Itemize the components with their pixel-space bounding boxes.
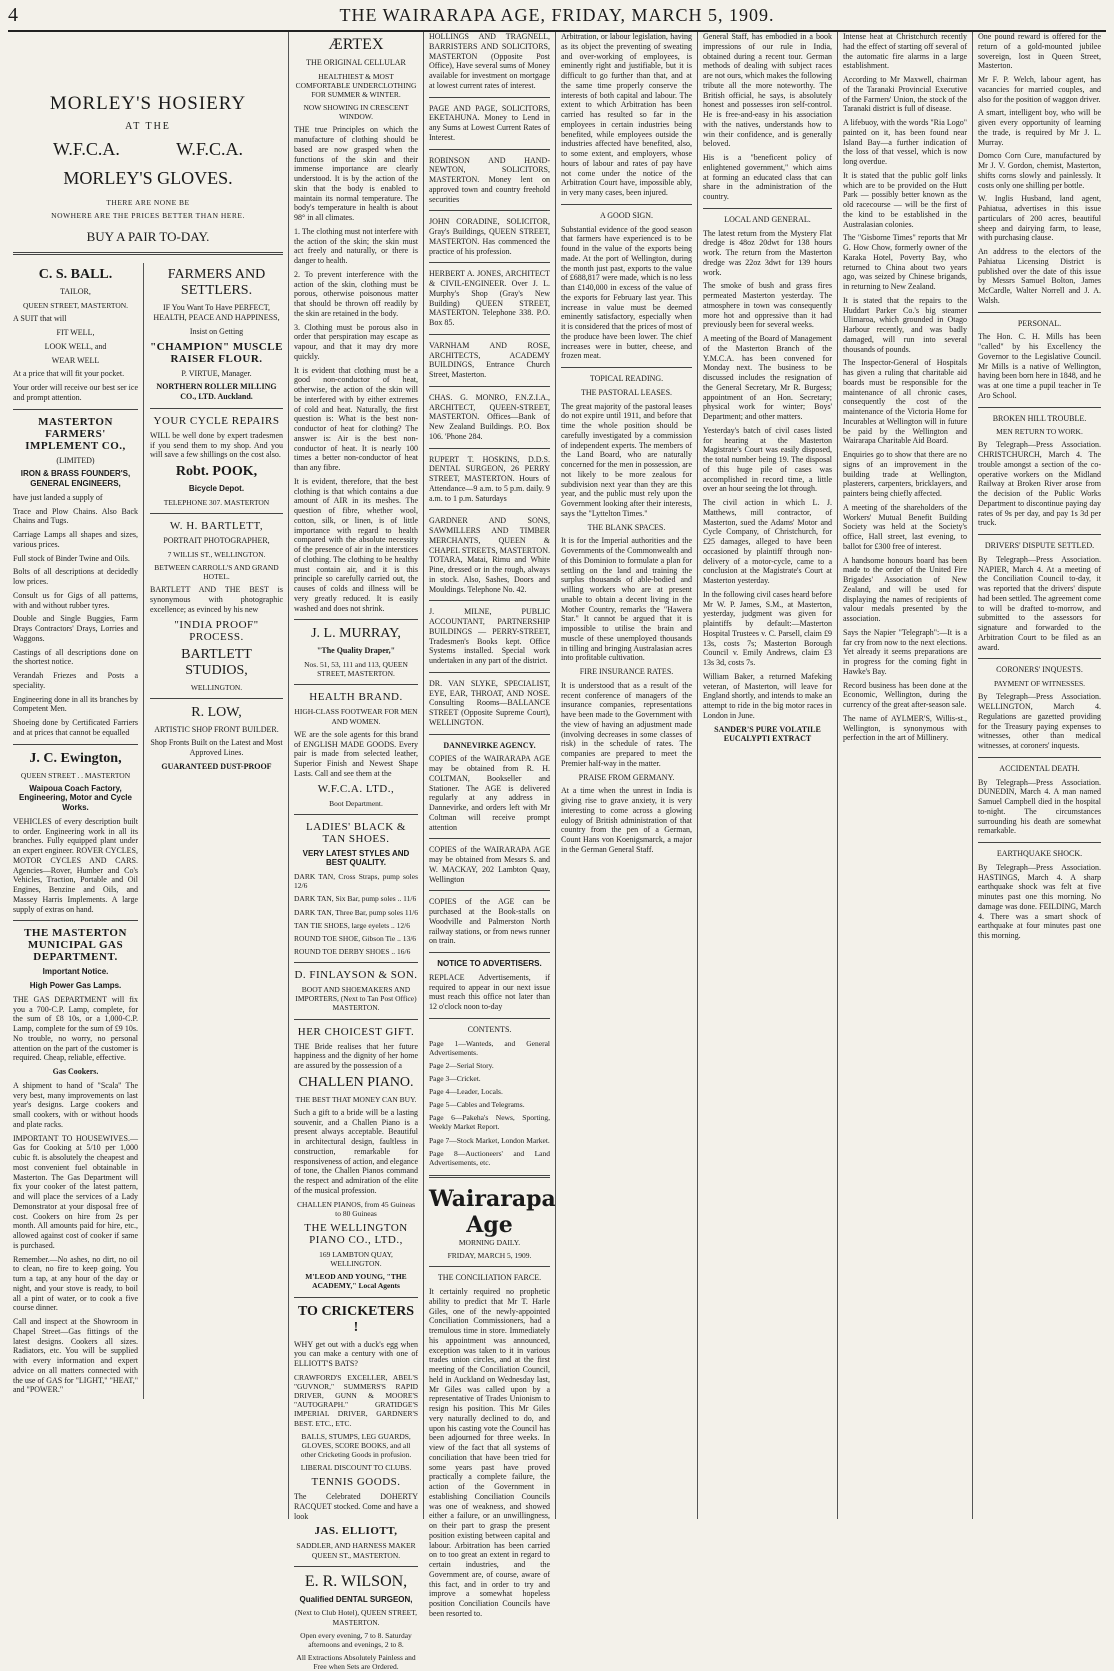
wilson-name: E. R. WILSON, <box>304 1572 408 1590</box>
gardner-ad: GARDNER AND SONS, SAWMILLERS AND TIMBER MERCHANTS, QUEEN & CHAPEL STREETS, MASTERTON. TOTARA, Matai, Rimu and White Pine, dressed or in the rough, always in stock. Also, Sashes, Doors and Mouldings. Telephone No. 42. <box>429 516 550 594</box>
hoskins-ad: RUPERT T. HOSKINS, D.D.S. DENTAL SURGEON, 26 PERRY STREET, MASTERTON. Hours of Attendance—9 a.m. to 5 p.m. daily. 9 a.m. to 1 p.m. Saturdays <box>429 454 550 503</box>
divider <box>978 407 1101 408</box>
elliott-discount: LIBERAL DISCOUNT TO CLUBS. <box>300 1463 412 1473</box>
col6-p5: The "Gisborne Times" reports that Mr G. How Chow, formerly owner of the Karaka Hotel, Poverty Bay, who returned to China about two years ago, was seized by Chinese brigands, in returning to New Zealand. <box>843 233 967 291</box>
tennis-title: TENNIS GOODS. <box>311 1476 401 1489</box>
low-guarantee: GUARANTEED DUST-PROOF <box>161 761 272 771</box>
col6-p9: A meeting of the shareholders of the Workers' Mutual Benefit Building Society was held at the Society's office, Hall street, last evening, to ballot for £300 free of interest. <box>843 502 967 551</box>
divider <box>429 509 550 510</box>
divider <box>150 513 283 514</box>
shoe-price-list <box>294 872 418 956</box>
coroners-head: CORONERS' INQUESTS. <box>996 665 1083 675</box>
divider <box>429 1018 550 1019</box>
masthead-title: THE WAIRARAPA AGE, FRIDAY, MARCH 5, 1909. <box>339 5 775 25</box>
vanslyke-ad: DR. VAN SLYKE, SPECIALIST, EYE, EAR, THROAT, AND NOSE. Consulting Rooms—BALLANCE STREET (Opposite Supreme Court), WELLINGTON. <box>429 678 550 727</box>
ewington-address: QUEEN STREET . . MASTERTON <box>20 770 131 780</box>
shoe-price-item: DARK TAN, Cross Straps, pump soles 12/6 <box>294 872 418 891</box>
column-2 <box>288 32 423 1671</box>
aertex-p3: 2. To prevent interference with the action of the skin, clothing must be porous, otherwise poisonous matter that should be thrown off readily by the skin are retained in the body. <box>294 269 418 318</box>
shoe-price-item: ROUND TOE SHOE, Gibson Tie .. 13/6 <box>294 933 417 943</box>
page-number: 4 <box>8 4 18 26</box>
divider <box>294 684 418 685</box>
mcleod-agents: M'LEOD AND YOUNG, "THE ACADEMY," Local Agents <box>305 1272 407 1291</box>
divider <box>429 149 550 150</box>
aertex-tag: HEALTHIEST & MOST COMFORTABLE UNDERCLOTHING FOR SUMMER & WINTER. <box>295 71 417 100</box>
divider <box>429 672 550 673</box>
earthquake-body: By Telegraph—Press Association. HASTINGS, March 4. A sharp earthquake shock was felt at five minutes past one this morning. No damage was done. FEILDING, March 4. There was a smart shock of earthquake at four minutes past one this morning. <box>978 862 1101 941</box>
ball-line2: FIT WELL, <box>56 328 95 338</box>
col6-p1: Intense heat at Christchurch recently had the effect of starting off several of the automatic fire alarms in a large establishment. <box>843 32 967 71</box>
contents-item: Page 3—Cricket. <box>429 1073 481 1083</box>
pastoral-body: The great majority of the pastoral leases do not expire until 1911, and before that time the whole position should be carefully investigated by a commission of independent experts. The members of the Land Board, who are naturally concerned for the men in possession, are not likely to be more zealous for subdivision next year than they are this year, and the public must rely upon the Government looking after their interests, says the "Lyttelton Times." <box>561 401 692 518</box>
coroners-body: By Telegraph—Press Association. WELLINGTON, March 4. Regulations are gazetted providing for the Treasury paying expenses to witnesses, other than medical witnesses, at coroners' inquests. <box>978 692 1101 751</box>
farmers-trade: IRON & BRASS FOUNDER'S, GENERAL ENGINEERS, <box>20 469 131 489</box>
col6-p12: Record business has been done at the Economic, Wellington, during the currency of the great after-season sale. <box>843 680 967 709</box>
local-l3: A meeting of the Board of Management of the Masterton Branch of the Y.M.C.A. has been convened for Monday next. The business to be discussed includes the resignation of the General Secretary, Mr R. Burgess; appointment of an Hon. Secretary; physical work for winter; Boys' Department; and other matters. <box>703 334 832 421</box>
farmers-l6: Consult us for Gigs of all patterns, with and without rubber tyres. <box>13 590 138 610</box>
aertex-p5: It is evident that clothing must be a good non-conductor of heat, otherwise, the action of the skin will be interfered with by either extremes of cold and heat. Naturally, the first question is: What is the best non-conductor of heat for clothing? The answer is: Air is the best non-conductor of heat. It is nearly 100 times a better non-conductor of heat than any fibre. <box>294 365 418 473</box>
divider <box>294 619 418 620</box>
aertex-p4: 3. Clothing must be porous also in order that perspiration may escape as vapour, and that it may dry more quickly. <box>294 322 418 361</box>
col6-p2: According to Mr Maxwell, chairman of the Taranaki Provincial Executive of the Farmers' Union, the stock of the Taranaki district is full of disease. <box>843 75 967 114</box>
monro-ad: CHAS. G. MONRO, F.N.Z.I.A., ARCHITECT, QUEEN-STREET, MASTERTON. Offices—Bank of New Zealand Buildings. P.O. Box 106. 'Phone 284. <box>429 392 550 441</box>
broken-head: BROKEN HILL TROUBLE. <box>992 413 1087 423</box>
contents-item: Page 7—Stock Market, London Market. <box>429 1135 550 1145</box>
copies-wellington: COPIES of the WAIRARAPA AGE may be obtained from Messrs S. and W. MACKAY, 202 Lambton Quay, Wellington <box>429 845 550 884</box>
hosiery-buy: BUY A PAIR TO-DAY. <box>86 228 210 244</box>
ladies-sub: VERY LATEST STYLES AND BEST QUALITY. <box>302 848 410 868</box>
local-l2: The smoke of bush and grass fires permeated Masterton yesterday. The atmosphere in town was consequently more hot and oppressive than it had previously been for several weeks. <box>703 281 832 330</box>
gas-p4: Remember.—No ashes, no dirt, no oil to clean, no fire to keep going. You turn a tap, at any hour of the day or night, and your stove is ready, to boil all a pint of water, or to cook a five course dinner. <box>13 1254 138 1313</box>
wfca-ltd: W.F.C.A. LTD., <box>317 782 395 795</box>
divider <box>294 962 418 963</box>
finlayson-sub: BOOT AND SHOEMAKERS AND IMPORTERS, (Next to Tan Post Office) MASTERTON. <box>295 985 417 1013</box>
challen-sub: THE BEST THAT MONEY CAN BUY. <box>295 1094 417 1104</box>
copies-railway: COPIES of the AGE can be purchased at the Book-stalls on Woodville and Palmerston North railway stations, or from news runner on train. <box>429 897 550 946</box>
gas-lamps: High Power Gas Lamps. <box>29 981 122 991</box>
shoe-price-item: DARK TAN, Six Bar, pump soles .. 11/6 <box>294 894 417 904</box>
cycle-body: WILL be well done by expert tradesmen if you send them to my shop. And you will save a few shillings on the cost also. <box>150 430 283 460</box>
divider <box>978 842 1101 843</box>
wfca-right: W.F.C.A. <box>176 139 243 160</box>
ad-subcolumn-left <box>13 263 143 1399</box>
bartlett-name: W. H. BARTLETT, <box>169 520 264 533</box>
farmers-l4: Full stock of Binder Twine and Oils. <box>13 553 130 563</box>
ball-line3: LOOK WELL, and <box>44 341 107 351</box>
farmers-l8: Castings of all descriptions done on the shortest notice. <box>13 647 138 667</box>
local-l4: Yesterday's batch of civil cases listed for hearing at the Masterton Magistrate's Court was easily disposed, the total number being 19. The disposal of this huge pile of cases was accomplished in record time, a little over an hour seeing the lot through. <box>703 425 832 494</box>
divider <box>429 386 550 387</box>
divider <box>294 1297 418 1298</box>
divider <box>429 734 550 735</box>
health-brand: HEALTH BRAND. <box>309 691 403 704</box>
ball-address: QUEEN STREET, MASTERTON. <box>22 301 129 311</box>
col7-p3: A smart, intelligent boy, who will be given every opportunity of learning the trade, is required by Mr J. L. Murray. <box>978 108 1101 147</box>
personal-body: The Hon. C. H. Mills has been "called" by his Excellency the Governor to the Legislative Council. Mr Mills is a native of Wellington, having been born here in 1848, and he was at one time a pupil teacher in Te Aro School. <box>978 332 1101 400</box>
dannevirke-body: COPIES of the WAIRARAPA AGE may be obtained from R. H. COLTMAN, Bookseller and Stationer. The AGE is delivered regularly at any address in Dannevirke, and orders left with Mr Coltman will receive prompt attention <box>429 754 550 832</box>
hosiery-tag1: THERE ARE NONE BE <box>106 198 190 208</box>
divider <box>13 744 138 745</box>
fire-body: It is understood that as a result of the recent conference of managers of the insurance companies, representations have been made to the Government with the view of having an adjustment made (involving decreases in some classes of risk) in the schedule of rates. The companies are prepared to meet the Premier half-way in the matter. <box>561 680 692 768</box>
divider <box>561 367 692 368</box>
pook-name: Robt. POOK, <box>175 464 258 480</box>
wpc-name: THE WELLINGTON PIANO CO., LTD., <box>304 1221 408 1246</box>
bartlett-between: BETWEEN CARROLL'S AND GRAND HOTEL. <box>154 562 279 582</box>
col6-p6: It is stated that the repairs to the Huddart Parker Co.'s big steamer Ulimaroa, which grounded in Otago Harbour recently, and was badly damaged, will run into several thousands of pounds. <box>843 295 967 354</box>
wilson-note: All Extractions Absolutely Painless and Free when Sets are Ordered. <box>296 1653 416 1671</box>
murray-address: Nos. 51, 53, 111 and 113, QUEEN STREET, MASTERTON. <box>304 660 408 679</box>
flour-insist: Insist on Getting <box>189 326 244 336</box>
divider <box>13 409 138 410</box>
wpc-address: 169 LAMBTON QUAY, WELLINGTON. <box>319 1249 393 1269</box>
local-l7: William Baker, a returned Mafeking veteran, of Masterton, will leave for England shortly, and intends to make an attempt to ride in the big motor races in London in June. <box>703 671 832 720</box>
contents-item: Page 2—Serial Story. <box>429 1060 494 1070</box>
divider <box>429 1266 550 1267</box>
divider <box>429 952 550 953</box>
gas-title: THE MASTERTON MUNICIPAL GAS DEPARTMENT. <box>24 927 127 964</box>
cricket-title: TO CRICKETERS ! <box>297 1303 415 1335</box>
farmers-title: MASTERTON FARMERS' IMPLEMENT CO., <box>25 415 126 452</box>
earthquake-head: EARTHQUAKE SHOCK. <box>996 849 1083 859</box>
farmers-l11: Shoeing done by Certificated Farriers and at prices that cannot be equalled <box>13 718 138 737</box>
wilson-address: (Next to Club Hotel), QUEEN STREET, MASTERTON. <box>294 1608 418 1627</box>
fire-head: FIRE INSURANCE RATES. <box>579 667 674 676</box>
jones-ad: HERBERT A. JONES, ARCHITECT & CIVIL-ENGINEER. Over J. L. Murphy's Shop (Gray's New Building) QUEEN STREET, MASTERTON. Telephone 338. P.O. Box 85. <box>429 269 550 327</box>
elliott-balls: BALLS, STUMPS, LEG GUARDS, GLOVES, SCORE BOOKS, and all other Cricketing Goods in profusion. <box>300 1431 412 1459</box>
aertex-sub: THE ORIGINAL CELLULAR <box>306 58 406 67</box>
bartlett-trade: PORTRAIT PHOTOGRAPHER, <box>163 536 270 546</box>
column-3 <box>423 32 556 1618</box>
col6-p3: A lifebuoy, with the words "Ria Logo" painted on it, has been found near Island Bay—a further indication of the loss of that vessel, which is now long overdue. <box>843 118 967 166</box>
col4-p1: Arbitration, or labour legislation, having as its object the preventing of sweating and over-working of employees, is eminently right and justifiable, but it is difficult to go further than that, and at the same time properly conserve the interests of both capital and labour. The extent to which Arbitration has been carried has resulted so far in the employees in certain industries being benefited, while employees outside the industries affected have benefited, also, to some extent, and employers, whose hours of labour and rates of pay have not come under the notice of the Arbitration Court have, impossible ably, in very many cases, been injured. <box>561 32 692 197</box>
cycle-title: YOUR CYCLE REPAIRS <box>153 414 280 427</box>
topical-head: TOPICAL READING. <box>589 374 664 383</box>
col6-p7: The Inspector-General of Hospitals has given a ruling that charitable aid boards must be responsible for the maintenance of all chronic cases, consequently the cost of the maintenance of the Victoria Home for Incurables at Wellington will in future be paid by the Wellington and Wairarapa Charitable Aid Board. <box>843 358 967 446</box>
farmers-l2: Trace and Plow Chains. Also Back Chains and Tugs. <box>13 506 138 526</box>
contents-item: Page 1—Wanteds, and General Advertisements. <box>429 1038 550 1057</box>
farmers-l1: have just landed a supply of <box>13 492 103 502</box>
hosiery-tag2: NOWHERE ARE THE PRICES BETTER THAN HERE. <box>51 211 245 221</box>
divider <box>429 97 550 98</box>
personal-head: PERSONAL. <box>1017 318 1062 328</box>
gift-title: HER CHOICEST GIFT. <box>297 1025 415 1038</box>
conciliation-head: THE CONCILIATION FARCE. <box>437 1273 542 1283</box>
col5-p1: General Staff, has embodied in a book impressions of our rule in India, obtained during a recent tour. German methods of dealing with subject races are not ours, which makes the following tribute all the more noteworthy. The British official, he says, is absolutely honest and possesses iron self-control. He is free-and-easy in his association with the natives, understands how to win their confidence, and is generally beloved. <box>703 32 832 149</box>
bartlett-body: BARTLETT AND THE BEST is synonymous with photographic excellence; as evinced by his new <box>150 585 283 614</box>
col6-p8: Enquiries go to show that there are no signs of an improvement in the building trade at Wellington, plasterers, carpenters, bricklayers, and painters being chiefly affected. <box>843 450 967 498</box>
pook-telephone: TELEPHONE 307. MASTERTON <box>163 497 270 507</box>
india-proof: "INDIA PROOF" PROCESS. <box>174 618 259 643</box>
col5-p2: His is a "beneficent policy of enlightened government," which aims at forming an educated class that can share in the administration of the country. <box>703 153 832 201</box>
elliott-trade: SADDLER, AND HARNESS MAKER QUEEN ST., MASTERTON. <box>296 1541 416 1560</box>
aertex-window: NOW SHOWING IN CRESCENT WINDOW. <box>303 103 409 122</box>
coroners-sub: PAYMENT OF WITNESSES. <box>993 679 1086 689</box>
ladies-shoes: LADIES' BLACK & TAN SHOES. <box>306 820 406 845</box>
notice-body: REPLACE Advertisements, if required to appear in our next issue must reach this office not later than 12 o'clock noon to-day <box>429 972 550 1011</box>
low-name: R. LOW, <box>191 704 242 720</box>
farmers-l9: Verandah Friezes and Posts a speciality. <box>13 671 138 690</box>
farmers-l10: Engineering done in all its branches by Competent Men. <box>13 694 138 714</box>
ewington-name: J. C. Ewington, <box>29 750 122 766</box>
dannevirke-title: DANNEVIRKE AGENCY. <box>443 740 536 750</box>
drivers-head: DRIVERS' DISPUTE SETTLED. <box>984 541 1095 551</box>
wfca-left: W.F.C.A. <box>53 139 120 160</box>
col6-p11: Says the Napier "Telegraph":—It is a far cry from now to the next elections. Yet already it seems preparations are in progress for the coming fight in Hawke's Bay. <box>843 627 967 676</box>
farmers-l7: Double and Single Buggies, Farm Drays Contractors' Drays, Lorries and Waggons. <box>13 614 138 643</box>
elliott-list: CRAWFORD'S EXCELLER, ABEL'S "GUVNOR," SUMMERS'S RAPID DRIVER, GUNN & MOORE'S "AUTOGRAPH." GRATIDGE'S IMPERIAL DRIVER, GARDNER'S BEST. ETC., ETC. <box>294 1372 418 1428</box>
divider <box>429 262 550 263</box>
col6-p4: It is stated that the public golf links which are to be provided on the Hutt Park — possibly better known as the old racecourse — will be the first of the kind to be established in the Australasian colonies. <box>843 170 967 229</box>
column-1 <box>8 32 288 1519</box>
farmers-l5: Bolts of all descriptions at decidedly low prices. <box>13 567 138 587</box>
divider <box>13 920 138 921</box>
divider <box>978 757 1101 758</box>
ball-line1: A SUIT that will <box>13 314 67 324</box>
coradine-ad: JOHN CORADINE, SOLICITOR, Gray's Buildings, QUEEN STREET, MASTERTON. Has commenced the practice of his profession. <box>429 217 550 256</box>
murray-name: J. L. MURRAY, <box>311 626 401 642</box>
columns <box>8 32 1106 1671</box>
shoe-price-item: TAN TIE SHOES, large eyelets .. 12/6 <box>294 920 410 930</box>
health-body: WE are the sole agents for this brand of ENGLISH MADE GOODS. Every pair is made from selected leather, Superior Finish and Newest Shape Lasts. Call and see them at the <box>294 729 418 778</box>
good-sign-body: Substantial evidence of the good season that farmers have experienced is to be found in the value of the exports being made. At the port of Wellington, during the month just past, exports to the value of £688,817 were made, which is no less than £140,000 in excess of the value of the exports for February last year. This increase in value must be deemed eminently satisfactory, especially when it is considered that the prices of most of the produce have been lower. The chief increases were in butter, cheese, and frozen meat. <box>561 224 692 361</box>
ad-subcolumn-right <box>143 263 283 1399</box>
farmers-settlers-title: FARMERS AND SETTLERS. <box>167 267 266 299</box>
flour-sign: P. VIRTUE, Manager. <box>181 368 252 378</box>
gloves-title: MORLEY'S GLOVES. <box>63 168 233 189</box>
ball-line4: WEAR WELL <box>51 355 100 365</box>
ball-line6: Your order will receive our best ser ice and prompt attention. <box>13 383 138 402</box>
divider <box>429 838 550 839</box>
gas-p5: Call and inspect at the Showroom in Chapel Street—Gas fittings of the latest designs. Cookers all sizes. Radiators, etc. You will be supplied with every information and expert advice on all matters connected with the use of GAS for "LIGHT," "HEAT," and "POWER." <box>13 1317 138 1395</box>
contents-item: Page 4—Leader, Locals. <box>429 1087 503 1097</box>
col6-p13: The name of AYLMER'S, Willis-st., Wellington, is synonymous with perfection in the art of Millinery. <box>843 713 967 743</box>
local-head: LOCAL AND GENERAL. <box>724 214 811 224</box>
challen-title: CHALLEN PIANO. <box>298 1074 414 1090</box>
aertex-title: ÆRTEX <box>328 36 384 53</box>
column-6 <box>837 32 972 1519</box>
hosiery-wfca <box>13 139 283 160</box>
hosiery-at: AT THE <box>125 121 171 133</box>
flour-name: "CHAMPION" MUSCLE RAISER FLOUR. <box>150 340 283 365</box>
wilson-hours: Open every evening, 7 to 8. Saturday afternoons and evenings, 2 to 8. <box>300 1630 412 1649</box>
gift-body: THE Bride realises that her future happiness and the dignity of her home are assured by the possession of a <box>294 1041 418 1071</box>
divider <box>561 204 692 205</box>
gas-p2: A shipment to hand of "Scala" The very best, many improvements on last year's designs. Large cookers and small cookers, with or without hoods and plate racks. <box>13 1080 138 1129</box>
elliott-name: JAS. ELLIOTT, <box>314 1525 398 1538</box>
ball-trade: TAILOR, <box>60 287 91 297</box>
divider <box>429 600 550 601</box>
conciliation-body: It certainly required no prophetic ability to predict that Mr T. Harle Giles, one of the newly-appointed Conciliation Commissioners, had a tremulous time in store. Immediately his appointment was announced, exception was taken to it in various trades union circles, and at the first meeting of the Conciliation Council, held in Auckland on Wednesday last, Mr Giles was called upon by a representative of Trades Unionism to resign his position. This Mr Giles very naturally declined to do, and upon his casting vote the Council has been adjourned for three weeks. In view of the fact that all systems of conciliation that have been tried for some years past have proved practically a complete failure, the action of the Government in establishing Conciliation Councils was one of weakness, and showed either a failure, or an unwillingness, on their part to grasp the present position existing between capital and labour. Arbitration has been carried on to too great an extent in regard to certain industries, and the Government are, of course, aware of this fact, and in order to try and improve a somewhat hopeless position Conciliation Councils have been resorted to. <box>429 1287 550 1618</box>
column-4 <box>555 32 697 1519</box>
divider <box>150 698 283 699</box>
wilson-sub: Qualified DENTAL SURGEON, <box>299 1594 413 1604</box>
blank-body: It is for the Imperial authorities and the Governments of the Commonwealth and of this Dominion to formulate a plan for settling on the land and training the surplus thousands of able-bodied and willing workers who are at present unable to obtain a decent living in the Mother Country, remarks the "Hawera Star." It cannot be argued that it is impossible to utilise the brain and muscle of these unemployed thousands in tilling and bringing Australasian acres into profitable cultivation. <box>561 536 692 663</box>
good-sign-head: A GOOD SIGN. <box>599 210 654 220</box>
aertex-p1: THE true Principles on which the manufacture of clothing should be based are now grasped when the functions of the skin and their immense importance are clearly understood. It is by the action of the skin that the body is enabled to maintain its normal temperature. The body's temperature in health is about 98° in all climates. <box>294 125 418 223</box>
page-ad: PAGE AND PAGE, SOLICITORS, EKETAHUNA. Money to Lend in any Sums at Lowest Current Rates of Interest. <box>429 103 550 142</box>
contents-item: Page 5—Cables and Telegrams. <box>429 1100 525 1110</box>
low-body: Shop Fronts Built on the Latest and Most Approved Lines. <box>150 738 283 758</box>
col7-p4: Domco Corn Cure, manufactured by Mr J. V. Gordon, chemist, Masterton, shifts corns slowly and painlessly. It costs only one shilling per bottle. <box>978 151 1101 190</box>
contents-title: CONTENTS. <box>467 1024 512 1034</box>
divider <box>978 658 1101 659</box>
low-trade: ARTISTIC SHOP FRONT BUILDER. <box>154 724 279 734</box>
bartlett-address: 7 WILLIS ST., WELLINGTON. <box>167 549 266 559</box>
hosiery-title: MORLEY'S HOSIERY <box>49 93 247 114</box>
aertex-p6: It is evident, therefore, that the best clothing is that which contains a due amount of AIR in its meshes. The question of fibre, whether wool, cotton, silk, or linen, is of little importance with regard to health compared with the absolute necessity of the presence of air in the interstices of clothing. The clothing to be healthy must contain air, and it is this principle so carefully carried out, the causes of colds and illness will be very greatly reduced. It is easily washed and does not shrink. <box>294 476 418 613</box>
aertex-p2: 1. The clothing must not interfere with the action of the skin; the skin must act freely and naturally, or there is danger to health. <box>294 226 418 266</box>
ewington-body: VEHICLES of every description built to order. Engineering work in all its branches. Fully equipped plant under an expert engineer. ROVER CYCLES, MOTOR CYCLES AND CARS. Agencies—Rover, Humber and Co's Vehicles, Traction, Portable and Oil Engines, Benzine and Oils, and Massey Harris Implements. A large supply of extras on hand. <box>13 816 138 914</box>
pastoral-head: THE PASTORAL LEASES. <box>580 387 673 397</box>
contents-item: Page 8—Auctioneers' and Land Advertisements, etc. <box>429 1148 550 1167</box>
divider <box>294 814 418 815</box>
ad-subcolumns <box>13 263 283 1399</box>
divider <box>429 890 550 891</box>
hollings-ad: HOLLINGS AND TRAGNELL, BARRISTERS AND SOLICITORS, MASTERTON (Opposite Post Office), Have several sums of Money available for investment on mortgage at lowest current rates of interest. <box>429 32 550 90</box>
divider <box>978 312 1101 313</box>
gas-p1: THE GAS DEPARTMENT will fix you a 700-C.P. Lamp, complete, for the sum of £8 10s, or a 1,000-C.P. Lamp, complete for the sum of £9 10s. No trouble, no worry, no personal attention on the part of the customer is required. Cheap, reliable, effective. <box>13 994 138 1063</box>
pook-sub: Bicycle Depot. <box>188 484 245 494</box>
column-5 <box>697 32 837 1519</box>
studios-town: WELLINGTON. <box>190 682 243 692</box>
ball-name: C. S. BALL. <box>38 267 113 283</box>
ewington-works: Waipoua Coach Factory, Engineering, Motor and Cycle Works. <box>19 783 132 813</box>
column-7 <box>972 32 1106 1519</box>
col7-p6: An address to the electors of the Pahiatua Licensing District is published over the date of this issue by Messrs Samuel Bolton, James McCardle, Walter Norrell and J. A. Walsh. <box>978 247 1101 305</box>
varnham-ad: VARNHAM AND ROSE, ARCHITECTS, ACADEMY BUILDINGS, Entrance Church Street, Masterton. <box>429 340 550 379</box>
bartlett-studios: BARTLETT STUDIOS, <box>181 646 252 678</box>
local-l5: The civil action in which L. J. Matthews, mill contractor, of Masterton, sued the Adams' Motor and Cycle Company, of Christchurch, for £25 damages, alleged to have been occasioned by plaintiff through non-delivery of a motor-cycle, came to a conclusion at the Magistrate's Court at Masterton yesterday. <box>703 498 832 585</box>
gas-cookers: Gas Cookers. <box>52 1067 99 1077</box>
divider <box>13 252 283 255</box>
ball-line5: At a price that will fit your pocket. <box>13 369 125 379</box>
gas-notice: Important Notice. <box>42 967 109 977</box>
broken-body: By Telegraph—Press Association. CHRISTCHURCH, March 4. The trouble amongst a section of the co-operative workers on the Midland Railway at Broken River arose from the decision of the Public Works Department to discontinue paying day rates of 9s per day, and pay 1s 3d per truck. <box>978 440 1101 528</box>
paper-sub: MORNING DAILY. <box>458 1238 521 1248</box>
robinson-ad: ROBINSON AND HAND-NEWTON, SOLICITORS, MASTERTON. Money lent on approved town and country freehold securities <box>429 155 550 204</box>
divider <box>429 1175 550 1178</box>
col7-p5: W. Inglis Husband, land agent, Pahiatua, advertises in this issue particulars of 200 acres, beautiful sheep and dairying farm, to lease, with purchasing clause. <box>978 194 1101 243</box>
sanders-head: SANDER'S PURE VOLATILE EUCALYPTI EXTRACT <box>714 724 821 744</box>
col7-p2: Mr F. P. Welch, labour agent, has vacancies for married couples, and also for the position of waggon driver. <box>978 75 1101 104</box>
health-sub: HIGH-CLASS FOOTWEAR FOR MEN AND WOMEN. <box>294 707 418 726</box>
divider <box>703 208 832 209</box>
local-l6: In the following civil cases heard before Mr W. P. James, S.M., at Masterton, yesterday, judgment was given for plaintiffs by default:—Masterton Hospital Trustees v. C. Parsell, claim £9 13s, costs 7s; Masterton Borough Council v. Emily Andrews, claim £3 13s 3d, costs 7s. <box>703 589 832 667</box>
contents-list <box>429 1039 550 1168</box>
wfca-dept: Boot Department. <box>329 798 383 808</box>
blank-head: THE BLANK SPACES. <box>587 522 666 532</box>
gas-p3: IMPORTANT TO HOUSEWIVES.—Gas for Cooking at 5/10 per 1,000 cubic ft. is absolutely the cheapest and most convenient fuel obtainable in Masterton. The Gas Department will fix your cooker of the latest pattern, and will place the services of a Lady Demonstrator at your disposal free of cost. Cookers on hire from 2s per month. All amounts paid for hire, etc., allowed against cost of cooker if same is purchased. <box>13 1133 138 1250</box>
paper-date: FRIDAY, MARCH 5, 1909. <box>447 1251 532 1261</box>
masthead <box>8 4 1106 32</box>
farmers-limited: (LIMITED) <box>56 455 95 465</box>
challen-price: CHALLEN PIANOS, from 45 Guineas to 80 Guineas <box>296 1199 416 1218</box>
flour-company: NORTHERN ROLLER MILLING CO., LTD. Auckland. <box>156 382 277 402</box>
shoe-price-item: ROUND TOE DERBY SHOES .. 16/6 <box>294 947 411 956</box>
divider <box>429 448 550 449</box>
milne-ad: J. MILNE, PUBLIC ACCOUNTANT, PARTNERSHIP BUILDINGS — PERRY-STREET, Tradesmen's Books kept. Office Systems installed. Special work undertaken in any part of the district. <box>429 607 550 665</box>
divider <box>429 334 550 335</box>
praise-body: At a time when the unrest in India is giving rise to grave anxiety, it is very interesting to come across a glowing eulogy of British administration of that country from the pen of a German, Count Hans von Koenigsmarck, a major in the German General Staff. <box>561 786 692 854</box>
broken-sub: MEN RETURN TO WORK. <box>996 427 1083 437</box>
accident-body: By Telegraph—Press Association. DUNEDIN, March 4. A man named Samuel Campbell died in the hospital to-night. The circumstances surrounding his death are somewhat remarkable. <box>978 777 1101 836</box>
hosiery-ad <box>13 32 283 244</box>
tennis-body: The Celebrated DOHERTY RACQUET stocked. Come and have a look <box>294 1492 418 1521</box>
elliott-bats: WHY get out with a duck's egg when you can make a century with one of ELLIOTT'S BATS? <box>294 1339 418 1369</box>
divider <box>294 1019 418 1020</box>
paper-title: Wairarapa Age <box>429 1186 556 1239</box>
farmers-l3: Carriage Lamps all shapes and sizes, various prices. <box>13 530 138 549</box>
contents-item: Page 6—Pakeha's News, Sporting, Weekly Market Report. <box>429 1113 550 1132</box>
challen-body: Such a gift to a bride will be a lasting souvenir, and a Challen Piano is a present always acceptable. Beautiful in architectural design, faultless in construction, remarkable for responsiveness of action, and elegance of tone, the Challen Pianos command the respect and admiration of the elite of the musical profession. <box>294 1107 418 1195</box>
divider <box>294 1566 418 1567</box>
divider <box>150 408 283 409</box>
murray-sub: "The Quality Draper," <box>316 646 396 656</box>
flour-intro: IF You Want To Have PERFECT, HEALTH, PEACE AND HAPPINESS, <box>153 303 280 323</box>
finlayson-name: D. FINLAYSON & SON. <box>294 969 418 982</box>
praise-head: PRAISE FROM GERMANY. <box>578 772 675 782</box>
shoe-price-item: DARK TAN, Three Bar, pump soles 11/6 <box>294 907 418 917</box>
drivers-body: By Telegraph—Press Association. NAPIER, March 4. At a meeting of the Conciliation Council to-day, it was reported that the drivers' dispute had been settled. The agreement come to will be drafted to-morrow, and submitted to the assessors for signature and forwarded to the Arbitration Court to be filed as an award. <box>978 554 1101 652</box>
accident-head: ACCIDENTAL DEATH. <box>999 763 1080 773</box>
notice-advertisers: NOTICE TO ADVERTISERS. <box>437 959 542 968</box>
divider <box>978 534 1101 535</box>
col7-p1: One pound reward is offered for the return of a gold-mounted jubilee sovereign, lost in Queen Street, Masterton. <box>978 32 1101 71</box>
divider <box>429 210 550 211</box>
local-l1: The latest return from the Mystery Flat dredge is 48oz 20dwt for 138 hours work. The return from the Masterton dredge was 22oz 3dwt for 139 hours work. <box>703 228 832 277</box>
col6-p10: A handsome honours board has been made to the order of the United Fire Brigades' Association of New Zealand, and will be used for displaying the names of recipients of valour medals presented by the association. <box>843 555 967 623</box>
